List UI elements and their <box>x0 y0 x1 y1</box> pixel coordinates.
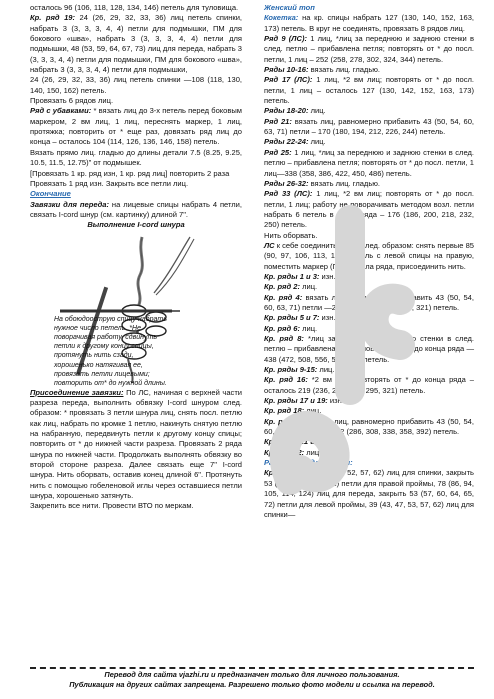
section-heading: Окончание <box>30 189 71 199</box>
paragraph: Вязать прямо лиц. гладью до длины детали 7.5 (8.25, 9.25, 10.5, 11.5, 12.75)" от подмышек. <box>30 147 242 168</box>
paragraph: 24 (26, 29, 32, 33, 36) лиц петель спинки —108 (118, 130, 140, 150, 162) петель. <box>30 75 242 95</box>
row-label: Ряды 22-24: <box>264 137 309 147</box>
figure-title: Выполнение I-cord шнура <box>87 220 185 230</box>
row-text: 1 лиц, *2 вм лиц; повторять от * до посл. петли, 1 лиц; работу не поворачивать методом возл. петли набрать 6 петель в конце ряда – 176 (186, 200, 218, 232, 250) петель. <box>264 189 475 230</box>
row-text: лиц. <box>304 447 322 457</box>
paragraph <box>264 34 474 65</box>
row-text: *лиц за переднюю и заднюю стенки в след. петлю – прибавлена петля; повторять от * до конца ряда —438 (472, 508, 556, 590, 642)петель. <box>264 334 474 364</box>
row-text: *2 вм лиц; повторять от * до конца ряда – осталось 219 (236, 254, 278, 295, 321) петель. <box>264 375 474 395</box>
row-label: Кр. ряды 5 и 7: <box>264 313 320 323</box>
row-label: Ряд 9 (ЛС): <box>264 34 307 44</box>
row-label: Кр. ряд 18: <box>264 406 305 416</box>
row-label: Кр. ряд 8: <box>264 334 304 343</box>
row-text: изн. <box>327 396 344 406</box>
row-text: изн. <box>327 437 344 447</box>
row-label: Завязки для переда: <box>30 199 109 209</box>
row-text: к себе соединить в круг след. образом: снять первые 85 (90, 97, 106, 113, 122) петель с левой спицы на правую, поместить маркер (ПМ) начала ряда, присоединить нить. <box>264 240 474 271</box>
row-label: Ряды 26-32: <box>264 178 309 188</box>
row-label: Кр. ряд 20: <box>264 416 306 426</box>
row-label: Кр. ряды 17 и 19: <box>264 396 328 406</box>
section-heading: Разделение для пройм: <box>264 458 353 468</box>
paragraph <box>264 117 474 138</box>
section-heading: Женский топ <box>264 3 315 12</box>
row-text: 1 лиц, *2 вм лиц; повторять от * до посл. петли, 1 лиц – осталось 127 (130, 142, 152, 163, 173) петель. <box>264 75 475 106</box>
footer-note <box>30 667 474 690</box>
row-text: вязать лиц, равномерно прибавить 43 (50, 54, 60, 63, 71) петли —219 (236, 254, 278, 295, 321) петель. <box>264 292 474 312</box>
row-text: на лицевые спицы набрать 4 петли, связать I-cord шнур (см. картинку) длиной 7". <box>30 199 242 219</box>
row-text: вязать лиц, равномерно прибавить 43 (50, 54, 60, 63, 71) петли —262 (286, 308, 338, 358, 392) петель. <box>264 416 474 437</box>
row-text: лиц. <box>308 137 326 147</box>
row-text: По ЛС, начиная с верхней части разреза переда, выполнить обвязку I-cord шнуром след. образом: * провязать 3 петли шнура лиц, снять посл. петлю как лиц, набрать по кромке 1 петлю, накинуть снятую петлю на набранную, передвинуть петли к другому концу спицы; повторить от * до нижней части разреза. Провязать 2 ряда шнура по нижней части. Продолжать выполнять обвязку во второй стороне разреза. Далее связать еще 7" I-cord шнура. Нить оборвать, оставив конец длиной 6". Протянуть нить с помощью гобеленовой иглы через оставшиеся петли шнура, хорошенько затянуть. <box>30 387 242 500</box>
row-text: вязать лиц. гладью. <box>308 178 381 188</box>
paragraph <box>264 137 474 147</box>
row-label: Кр. ряд 6: <box>264 323 300 333</box>
paragraph <box>30 13 242 75</box>
row-text: * вязать лиц до 3-х петель перед боковым маркером, 2 вм лиц, 1 лиц, переснять маркер, 1 лиц, протяжка; повторить от * еще раз, довязать ряд лиц до конца – осталось 104 (114, 126, 136, 146, 158) петель. <box>30 106 242 147</box>
row-text: вязать лиц, равномерно прибавить 43 (50, 54, 60, 63, 71) петли – 170 (180, 194, 212, 226, 244) петель. <box>264 116 474 137</box>
row-label: Ряды 10-16: <box>264 65 309 75</box>
row-text: лиц. <box>317 365 335 375</box>
paragraph <box>264 148 474 179</box>
paragraph <box>264 106 474 116</box>
row-text: на кр. спицы набрать 127 (130, 140, 152, 163, 173) петель. В круг не соединять, провязать 8 рядов лиц. <box>264 13 474 33</box>
paragraph <box>30 106 242 147</box>
row-label: Кр. ряд 4: <box>264 292 303 302</box>
paragraph <box>30 388 242 502</box>
row-text: лиц. <box>308 106 326 116</box>
footer-line: Перевод для сайта vjazhi.ru и предназначен только для личного пользования. <box>104 670 400 679</box>
row-label: Ряд 33 (ЛС): <box>264 189 313 199</box>
paragraph: [Провязать 1 кр. ряд изн, 1 кр. ряд лиц] повторить 2 раза <box>30 168 230 178</box>
row-label: Ряд с убавками: <box>30 106 92 116</box>
left-column <box>30 3 242 512</box>
watermark-mark <box>250 180 450 510</box>
paragraph: Провязать 1 ряд изн. Закрыть все петли лиц. <box>30 178 189 188</box>
paragraph: Закрепить все нити. Провести ВТО по меркам. <box>30 501 194 511</box>
row-text: изн. <box>319 271 336 281</box>
row-label: Присоединение завязки: <box>30 387 124 397</box>
row-text: 1 лиц, *лиц за переднюю и заднюю стенки в след. петлю – прибавлена петля; повторять от * до посл. петли, 1 лиц – 252 (258, 278, 302, 324, 344) петель. <box>264 34 474 64</box>
row-label: Кр. ряды 21 и 23: <box>264 437 328 447</box>
row-label: Ряд 21: <box>264 116 292 126</box>
paragraph: осталось 96 (106, 118, 128, 134, 146) петель для туловища. <box>30 3 239 12</box>
row-label: Ряды 18-20: <box>264 106 309 116</box>
paragraph <box>264 75 474 106</box>
figure-caption: На обоюдоострую спицу набрать нужное число петель. *Не поворачивая работу, сдвинуть петли к другому концу спицы, протянуть нить сзади, хорошенько натягивая ее, провязать петли лицевыми; повторить от* до нужной длины. <box>54 315 167 387</box>
row-text: лиц. <box>299 282 318 292</box>
i-cord-figure <box>30 233 242 385</box>
row-label: Ряд 17 (ЛС): <box>264 75 313 85</box>
row-text: лиц. <box>304 406 322 416</box>
row-label: Ряд 25: <box>264 147 292 157</box>
paragraph: Провязать 6 рядов лиц. <box>30 96 114 106</box>
row-text: 1 лиц, *лиц за переднюю и заднюю стенки в след. петлю – прибавлена петля; повторять от * до посл. петли, 1 лиц—338 (358, 386, 422, 450, 486) петель. <box>264 147 474 178</box>
paragraph <box>264 65 474 75</box>
row-text: вязать лиц. гладью. <box>308 65 381 75</box>
paragraph <box>264 13 474 34</box>
paragraph: Нить оборвать. <box>264 230 318 240</box>
row-label: Кокетка: <box>264 13 299 23</box>
row-label: ЛС <box>264 240 275 250</box>
row-label: Кр. ряд 19: <box>30 13 76 23</box>
footer-line: Публикация на других сайтах запрещена. Разрешено только фото модели и ссылка на перевод. <box>69 680 435 689</box>
row-text: 24 (26, 29, 32, 33, 36) лиц петель спинки, набрать 3 (3, 3, 3, 4, 4) петли для подмышки, ПМ для бокового «шва», набрать 3 (3, 3, 3, 4, 4) петли для подмышки, 48 (53, 59, 64, 67, 73) лиц для переда, набрать 3 (3, 3, 3, 4, 4) петли для подмышки, ПМ для бокового «шва», набрать 3 (3, 3, 3, 4, 4) петли для подмышки, <box>30 13 243 75</box>
row-text: изн. <box>319 313 336 323</box>
row-label: Кр. ряды 1 и 3: <box>264 271 320 281</box>
row-label: Кр. ряд 22: <box>264 447 305 457</box>
row-text: лиц. <box>299 323 318 333</box>
row-label: Кр. ряд 16: <box>264 375 308 385</box>
row-label: Кр. ряд 24: <box>264 468 306 478</box>
row-label: Кр. ряд 2: <box>264 282 300 292</box>
row-text: 39 (43, 47, 52, 57, 62) лиц для спинки, закрыть 53 (57, 60, 64, 65, 72) петли для правой проймы, 78 (86, 94, 105, 114, 124) лиц для переда, закрыть 53 (57, 60, 64, 65, 72) петли для левой проймы, 39 (43, 47, 53, 57, 62) лиц для спинки— <box>264 468 474 519</box>
paragraph <box>30 200 242 221</box>
row-label: Кр. ряды 9-15: <box>264 365 318 375</box>
